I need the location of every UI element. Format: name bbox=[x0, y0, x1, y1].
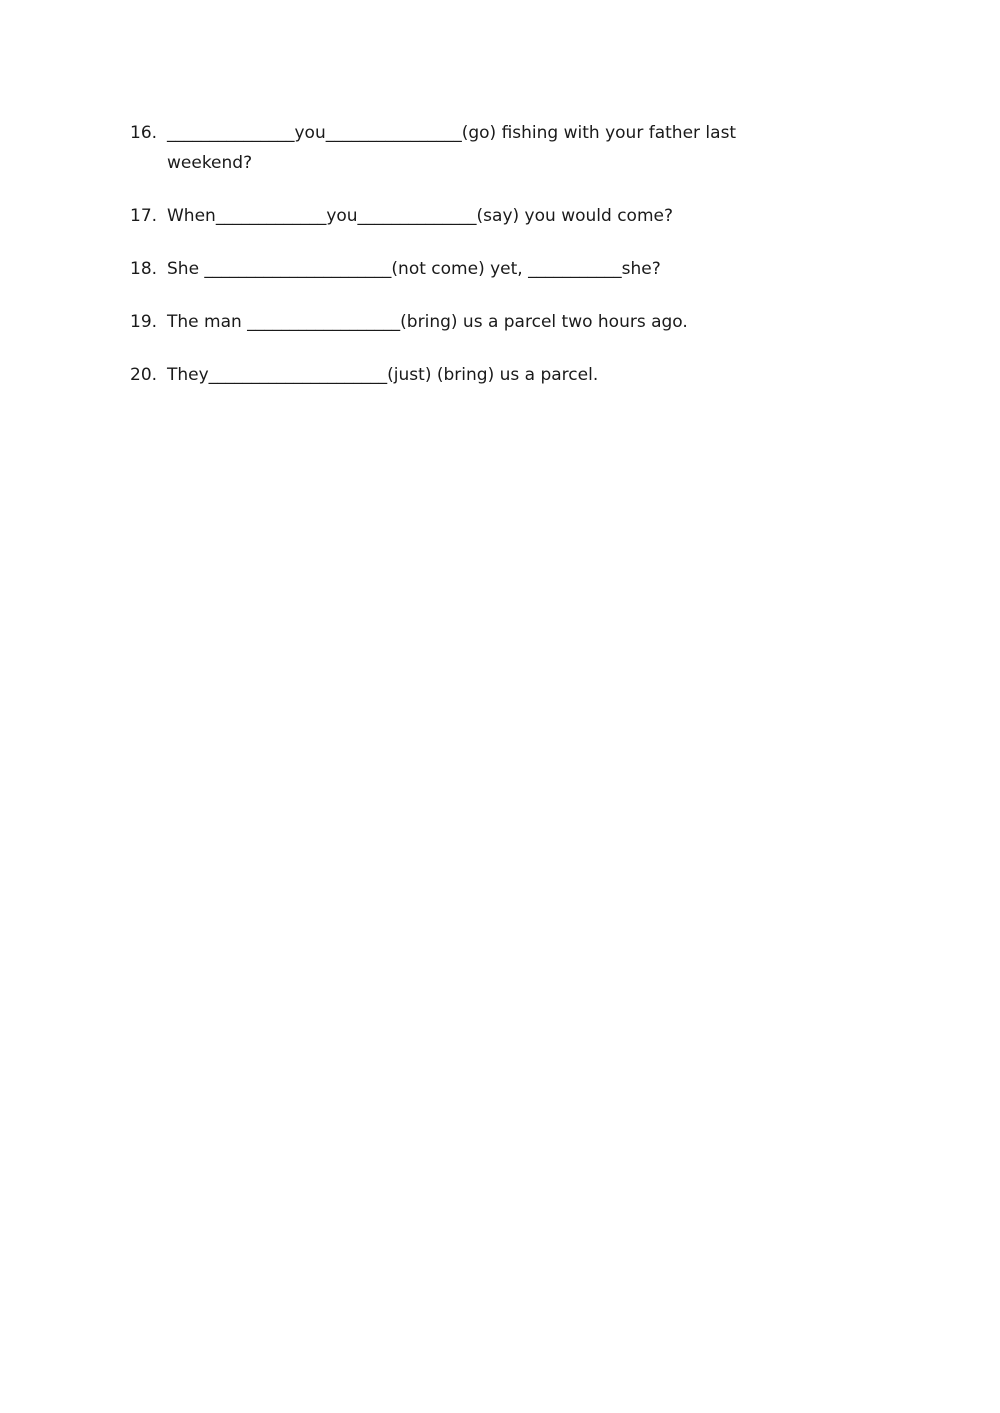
question-text: They_____________________(just) (bring) us a parcel. bbox=[167, 365, 599, 385]
question-number: 19. bbox=[130, 312, 158, 332]
question-text-continuation: weekend? bbox=[167, 153, 253, 173]
question-text: When_____________you______________(say) you would come? bbox=[167, 206, 673, 226]
question-text: _______________you________________(go) fishing with your father last bbox=[167, 123, 737, 143]
question-number: 18. bbox=[130, 259, 158, 279]
question-18 bbox=[130, 254, 850, 284]
question-16 bbox=[130, 118, 850, 173]
question-number: 16. bbox=[130, 123, 158, 143]
question-text: The man __________________(bring) us a parcel two hours ago. bbox=[167, 312, 688, 332]
question-text: She ______________________(not come) yet, ___________she? bbox=[167, 259, 661, 279]
question-20 bbox=[130, 360, 850, 390]
question-number: 20. bbox=[130, 365, 158, 385]
question-19 bbox=[130, 307, 850, 337]
question-number: 17. bbox=[130, 206, 158, 226]
question-17 bbox=[130, 201, 850, 231]
